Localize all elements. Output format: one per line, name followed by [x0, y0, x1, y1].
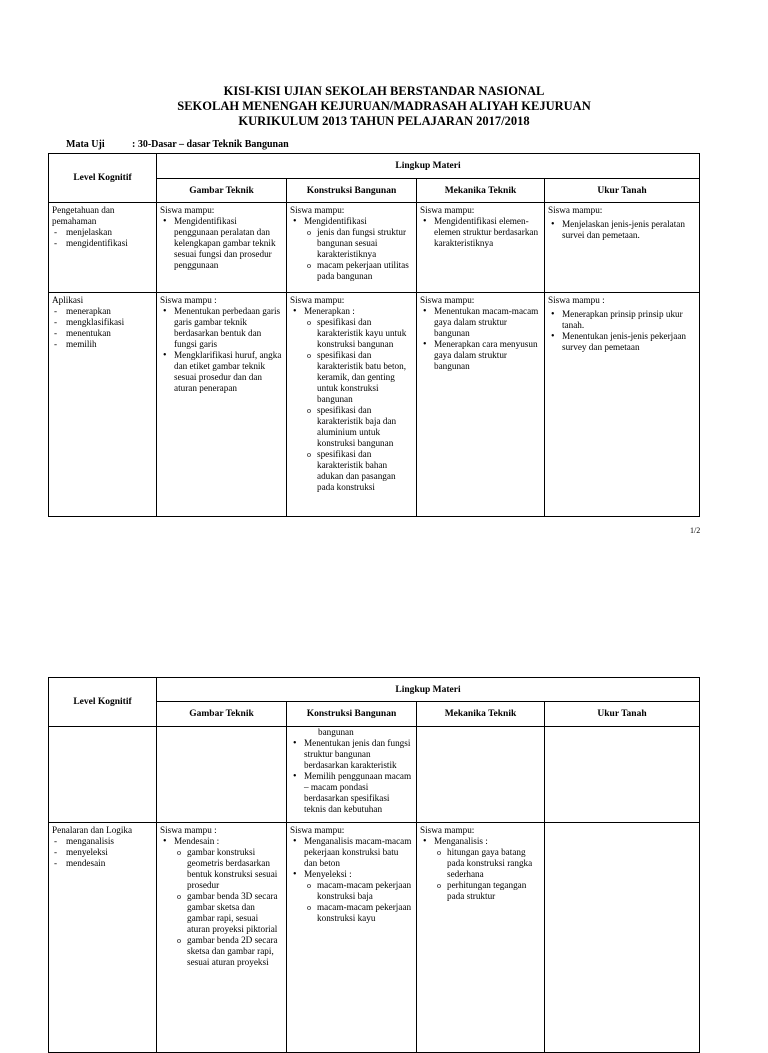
- header-line-3: KURIKULUM 2013 TAHUN PELAJARAN 2017/2018: [238, 114, 530, 128]
- mekanika-cell: [417, 727, 545, 823]
- konstruksi-cell: [287, 727, 417, 823]
- cell-intro: Siswa mampu :: [548, 295, 605, 305]
- ukur-cell: [545, 203, 700, 293]
- list-item: • Mengidentifikasi elemen-elemen struktur berdasarkan karakteristiknya: [420, 216, 541, 249]
- list-item: - mengklasifikasi: [52, 317, 153, 328]
- sub-list-item: o spesifikasi dan karakteristik batu beton, keramik, dan genting untuk konstruksi bangunan: [304, 350, 413, 405]
- list-item: • Menganalisis macam-macam pekerjaan konstruksi batu dan beton: [290, 836, 413, 869]
- level-cell: [49, 823, 157, 1053]
- sub-list-item: o macam-macam pekerjaan konstruksi kayu: [304, 902, 413, 924]
- mata-uji-value: : 30-Dasar – dasar Teknik Bangunan: [132, 139, 289, 150]
- sub-list-item: o jenis dan fungsi struktur bangunan sesuai karakteristiknya: [304, 227, 413, 260]
- list-item: • Menentukan macam-macam gaya dalam struktur bangunan: [420, 306, 541, 339]
- level-cell: [49, 293, 157, 517]
- table-row: [49, 727, 700, 823]
- gambar-cell: [157, 823, 287, 1053]
- list-item: • Mendesain :: [160, 836, 283, 847]
- mekanika-cell: [417, 203, 545, 293]
- sub-list-item: o hitungan gaya batang pada konstruksi rangka sederhana: [434, 847, 541, 880]
- mekanika-cell: [417, 823, 545, 1053]
- header-ukur-tanah: Ukur Tanah: [545, 702, 700, 727]
- ukur-cell: [545, 293, 700, 517]
- list-item: • Memilih penggunaan macam – macam pondasi berdasarkan spesifikasi teknis dan kebutuhan: [290, 771, 413, 815]
- sub-list-item: o gambar benda 2D secara sketsa dan gambar rapi, sesuai aturan proyeksi: [174, 935, 283, 968]
- cell-intro: Siswa mampu:: [290, 205, 345, 215]
- sub-list-item: o macam pekerjaan utilitas pada bangunan: [304, 260, 413, 282]
- list-item: • Menentukan perbedaan garis garis gambar teknik berdasarkan bentuk dan fungsi garis: [160, 306, 283, 350]
- carry-over-text: bangunan: [318, 727, 354, 737]
- header-lingkup-materi: Lingkup Materi: [157, 154, 700, 179]
- sub-list-item: o gambar konstruksi geometris berdasarkan bentuk konstruksi sesuai prosedur: [174, 847, 283, 891]
- cell-intro: Siswa mampu:: [290, 825, 345, 835]
- konstruksi-cell: [287, 203, 417, 293]
- konstruksi-cell: [287, 293, 417, 517]
- list-item: - menganalisis: [52, 836, 153, 847]
- cell-intro: Siswa mampu :: [160, 825, 217, 835]
- header-konstruksi-bangunan: Konstruksi Bangunan: [287, 179, 417, 203]
- cell-intro: Siswa mampu :: [160, 295, 217, 305]
- table-row: [49, 203, 700, 293]
- cell-intro: Siswa mampu:: [420, 205, 475, 215]
- list-item: - memilih: [52, 339, 153, 350]
- sub-list-item: o macam-macam pekerjaan konstruksi baja: [304, 880, 413, 902]
- level-cell: [49, 727, 157, 823]
- cell-intro: Siswa mampu:: [548, 205, 603, 215]
- header-gambar-teknik: Gambar Teknik: [157, 702, 287, 727]
- mata-uji-label: Mata Uji: [66, 139, 105, 150]
- list-item: - menerapkan: [52, 306, 153, 317]
- list-item: • Menyeleksi :: [290, 869, 413, 880]
- header-lingkup-materi: Lingkup Materi: [157, 678, 700, 702]
- level-cell: [49, 203, 157, 293]
- table-row: [49, 823, 700, 1053]
- cell-intro: Siswa mampu:: [290, 295, 345, 305]
- header-ukur-tanah: Ukur Tanah: [545, 179, 700, 203]
- list-item: • Mengidentifikasi penggunaan peralatan dan kelengkapan gambar teknik sesuai fungsi dan prosedur penggunaan: [160, 216, 283, 271]
- sub-list-item: o gambar benda 3D secara gambar sketsa dan gambar rapi, sesuai aturan proyeksi piktorial: [174, 891, 283, 935]
- list-item: • Menerapkan :: [290, 306, 413, 317]
- kisi-table-page-1: [48, 153, 700, 517]
- header-line-1: KISI-KISI UJIAN SEKOLAH BERSTANDAR NASIONAL: [223, 84, 545, 98]
- table-row: [49, 293, 700, 517]
- level-title: Pengetahuan dan pemahaman: [52, 205, 115, 226]
- header-level-kognitif: Level Kognitif: [49, 678, 157, 727]
- list-item: • Menganalisis :: [420, 836, 541, 847]
- header-mekanika-teknik: Mekanika Teknik: [417, 702, 545, 727]
- ukur-cell: [545, 823, 700, 1053]
- list-item: • Menentukan jenis-jenis pekerjaan survey dan pemetaan: [548, 331, 696, 353]
- list-item: • Mengklarifikasi huruf, angka dan etiket gambar teknik sesuai prosedur dan dan aturan penerapan: [160, 350, 283, 394]
- kisi-table-page-2: [48, 677, 700, 1053]
- list-item: • Menentukan jenis dan fungsi struktur bangunan berdasarkan karakteristik: [290, 738, 413, 771]
- header-gambar-teknik: Gambar Teknik: [157, 179, 287, 203]
- level-title: Aplikasi: [52, 295, 84, 305]
- konstruksi-cell: [287, 823, 417, 1053]
- header-mekanika-teknik: Mekanika Teknik: [417, 179, 545, 203]
- header-level-kognitif: Level Kognitif: [49, 154, 157, 203]
- list-item: - mendesain: [52, 858, 153, 869]
- level-title: Penalaran dan Logika: [52, 825, 133, 835]
- gambar-cell: [157, 293, 287, 517]
- header-konstruksi-bangunan: Konstruksi Bangunan: [287, 702, 417, 727]
- cell-intro: Siswa mampu:: [420, 295, 475, 305]
- list-item: - menyeleksi: [52, 847, 153, 858]
- mekanika-cell: [417, 293, 545, 517]
- list-item: • Menjelaskan jenis-jenis peralatan survei dan pemetaan.: [548, 219, 696, 241]
- mata-uji-line: [66, 139, 289, 150]
- list-item: • Menerapkan prinsip prinsip ukur tanah.: [548, 309, 696, 331]
- sub-list-item: o spesifikasi dan karakteristik bahan adukan dan pasangan pada konstruksi: [304, 449, 413, 493]
- document-header: [0, 84, 768, 129]
- sub-list-item: o spesifikasi dan karakteristik baja dan aluminium untuk konstruksi bangunan: [304, 405, 413, 449]
- sub-list-item: o spesifikasi dan karakteristik kayu untuk konstruksi bangunan: [304, 317, 413, 350]
- cell-intro: Siswa mampu:: [420, 825, 475, 835]
- gambar-cell: [157, 203, 287, 293]
- list-item: - mengidentifikasi: [52, 238, 153, 249]
- cell-intro: Siswa mampu:: [160, 205, 215, 215]
- page-number: 1/2: [690, 526, 701, 535]
- list-item: - menentukan: [52, 328, 153, 339]
- ukur-cell: [545, 727, 700, 823]
- gambar-cell: [157, 727, 287, 823]
- list-item: • Mengidentifikasi: [290, 216, 413, 227]
- sub-list-item: o perhitungan tegangan pada struktur: [434, 880, 541, 902]
- header-line-2: SEKOLAH MENENGAH KEJURUAN/MADRASAH ALIYAH KEJURUAN: [177, 99, 591, 113]
- list-item: • Menerapkan cara menyusun gaya dalam struktur bangunan: [420, 339, 541, 372]
- list-item: - menjelaskan: [52, 227, 153, 238]
